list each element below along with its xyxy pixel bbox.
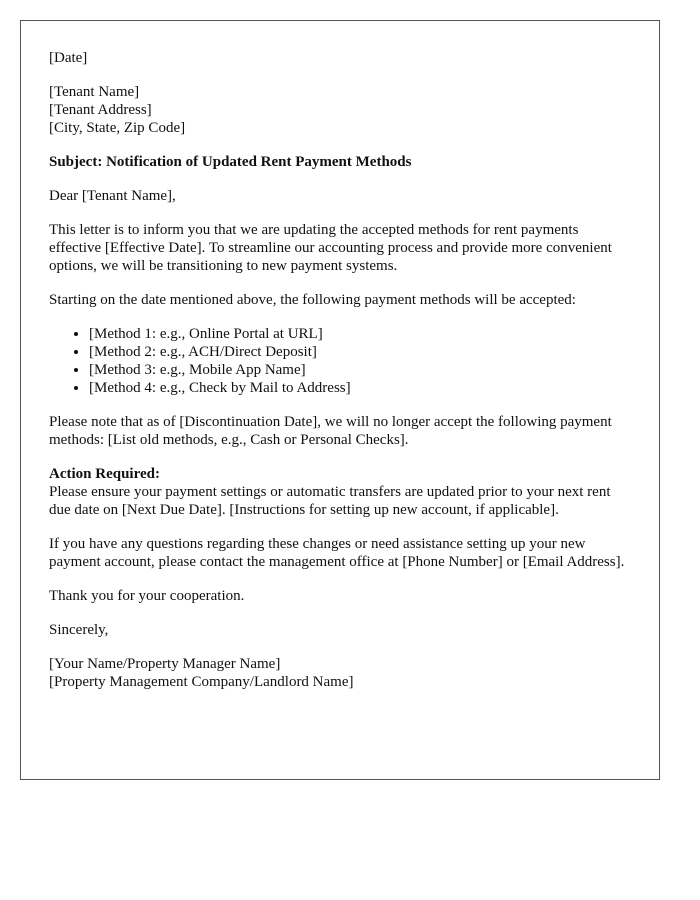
letter-subject: Subject: Notification of Updated Rent Payment Methods: [49, 154, 412, 170]
questions-paragraph: If you have any questions regarding these changes or need assistance setting up your new payment account, please contact the management office at [Phone Number] or [Email Address].: [49, 536, 625, 570]
letter-page: [20, 20, 660, 780]
payment-methods-list: [49, 325, 631, 397]
thanks-paragraph: Thank you for your cooperation.: [49, 588, 245, 604]
recipient-city-state-zip: [City, State, Zip Code]: [49, 120, 186, 136]
letter-date: [Date]: [49, 50, 88, 66]
action-required-heading: Action Required:: [49, 466, 160, 482]
payment-method-item: • [Method 2: e.g., ACH/Direct Deposit]: [89, 343, 631, 361]
intro-paragraph: This letter is to inform you that we are updating the accepted methods for rent payments effective [Effective Date]. To streamline our accounting process and provide more convenient options, we will be transitioning to new payment systems.: [49, 222, 612, 274]
salutation: Dear [Tenant Name],: [49, 188, 176, 204]
closing: Sincerely,: [49, 622, 109, 638]
payment-method-item: • [Method 4: e.g., Check by Mail to Address]: [89, 379, 631, 397]
recipient-name: [Tenant Name]: [49, 84, 140, 100]
action-required-section: [49, 465, 631, 519]
payment-method-item: • [Method 1: e.g., Online Portal at URL]: [89, 325, 631, 343]
discontinuation-paragraph: Please note that as of [Discontinuation Date], we will no longer accept the following payment methods: [List old methods, e.g., Cash or Personal Checks].: [49, 414, 612, 448]
signature-company: [Property Management Company/Landlord Name]: [49, 674, 354, 690]
recipient-address-block: [49, 83, 631, 137]
signature-name: [Your Name/Property Manager Name]: [49, 656, 281, 672]
payment-method-item: • [Method 3: e.g., Mobile App Name]: [89, 361, 631, 379]
recipient-address: [Tenant Address]: [49, 102, 152, 118]
methods-intro-paragraph: Starting on the date mentioned above, the following payment methods will be accepted:: [49, 292, 576, 308]
signature-block: [49, 655, 631, 691]
action-required-text: Please ensure your payment settings or automatic transfers are updated prior to your next rent due date on [Next Due Date]. [Instructions for setting up new account, if applicable].: [49, 484, 611, 518]
